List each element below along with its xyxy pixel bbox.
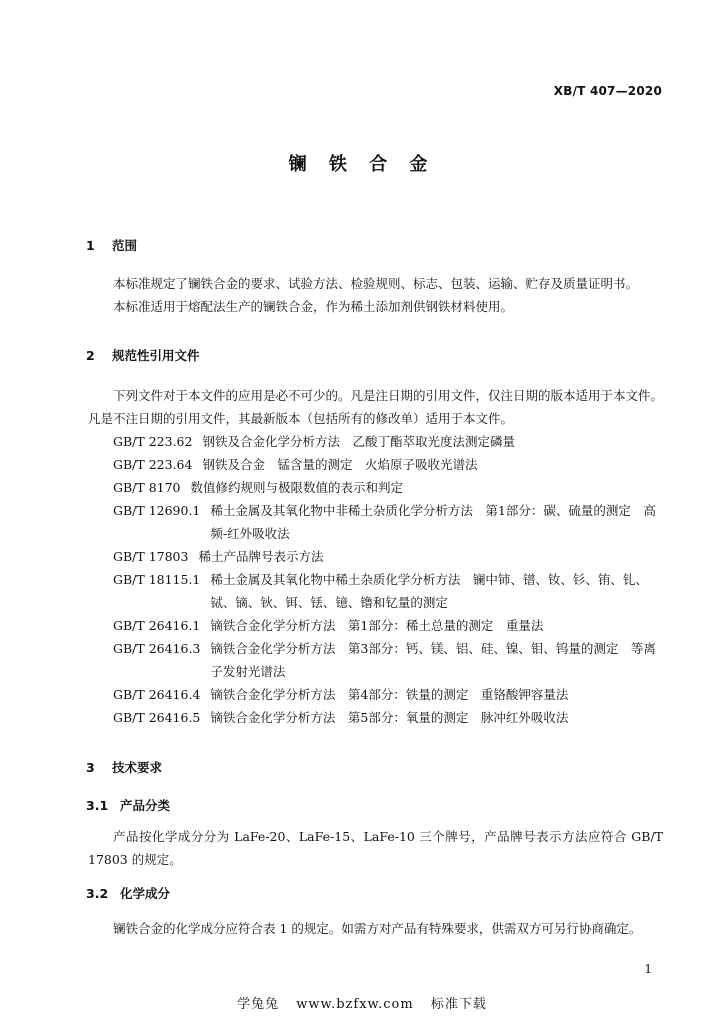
- section-title: 范围: [112, 238, 138, 253]
- reference-title: 钢铁及合金化学分析方法 乙酸丁酯萃取光度法测定磷量: [202, 434, 515, 449]
- reference-item: [88, 430, 668, 453]
- reference-code: GB/T 12690.1: [113, 503, 201, 518]
- section-3-1-heading: [86, 796, 170, 814]
- section-number: 3.2: [86, 886, 109, 901]
- reference-item: [88, 568, 668, 614]
- reference-title: 镝铁合金化学分析方法 第4部分：铁量的测定 重铬酸钾容量法: [210, 687, 569, 702]
- reference-title: 镝铁合金化学分析方法 第1部分：稀土总量的测定 重量法: [210, 618, 544, 633]
- document-title: 镧 铁 合 金: [288, 154, 436, 175]
- section-1-heading: [86, 236, 137, 254]
- section-2-heading: [86, 346, 200, 364]
- reference-code: GB/T 26416.4: [113, 687, 201, 702]
- reference-code: GB/T 17803: [113, 549, 189, 564]
- section-1-para-1: 本标准规定了镧铁合金的要求、试验方法、检验规则、标志、包装、运输、贮存及质量证明书。: [113, 276, 639, 291]
- reference-code: GB/T 26416.3: [113, 641, 201, 656]
- reference-code: GB/T 18115.1: [113, 572, 201, 587]
- section-3-2-heading: [86, 884, 170, 902]
- section-2-intro: 下列文件对于本文件的应用是必不可少的。凡是注日期的引用文件，仅注日期的版本适用于本文件。凡是不注日期的引用文件，其最新版本（包括所有的修改单）适用于本文件。: [88, 388, 664, 426]
- reference-title: 钢铁及合金 锰含量的测定 火焰原子吸收光谱法: [202, 457, 478, 472]
- reference-item: [88, 476, 668, 499]
- reference-item: [88, 614, 668, 637]
- reference-title: 镝铁合金化学分析方法 第5部分：氧量的测定 脉冲红外吸收法: [210, 710, 569, 725]
- reference-item: [88, 453, 668, 476]
- section-title: 技术要求: [112, 760, 163, 775]
- section-1-para-2: 本标准适用于熔配法生产的镧铁合金，作为稀土添加剂供钢铁材料使用。: [113, 299, 514, 314]
- footer-url[interactable]: www.bzfxw.com: [296, 997, 414, 1012]
- reference-code: GB/T 8170: [113, 480, 181, 495]
- section-3-1-para: 产品按化学成分分为 LaFe-20、LaFe-15、LaFe-10 三个牌号，产品牌号表示方法应符合 GB/T 17803 的规定。: [88, 829, 663, 867]
- reference-item: [88, 545, 668, 568]
- standard-code: XB/T 407—2020: [553, 84, 662, 98]
- reference-code: GB/T 26416.1: [113, 618, 201, 633]
- reference-code: GB/T 223.62: [113, 434, 193, 449]
- section-3-heading: [86, 758, 162, 776]
- reference-item: [88, 637, 668, 683]
- reference-title: 稀土金属及其氧化物中稀土杂质化学分析方法 镧中铈、镨、钕、钐、铕、钆、铽、镝、钬、铒、铥、镱、镥和钇量的测定: [210, 572, 648, 610]
- reference-code: GB/T 26416.5: [113, 710, 201, 725]
- footer-site-name: 学兔兔: [237, 997, 280, 1012]
- reference-title: 稀土产品牌号表示方法: [198, 549, 324, 564]
- reference-title: 镝铁合金化学分析方法 第3部分：钙、镁、铝、硅、镍、钼、钨量的测定 等离子发射光谱法: [210, 641, 656, 679]
- reference-item: [88, 683, 668, 706]
- section-number: 2: [86, 348, 95, 363]
- reference-title: 稀土金属及其氧化物中非稀土杂质化学分析方法 第1部分：碳、硫量的测定 高频-红外吸收法: [210, 503, 656, 541]
- normative-references-list: [88, 430, 668, 729]
- page-number: 1: [644, 962, 652, 976]
- section-title: 产品分类: [120, 798, 171, 813]
- reference-code: GB/T 223.64: [113, 457, 193, 472]
- section-number: 3: [86, 760, 95, 775]
- section-3-2-para: 镧铁合金的化学成分应符合表 1 的规定。如需方对产品有特殊要求，供需双方可另行协商确定。: [113, 921, 642, 936]
- watermark-footer: [0, 993, 724, 1012]
- reference-item: [88, 706, 668, 729]
- reference-item: [88, 499, 668, 545]
- footer-tagline: 标准下载: [430, 997, 487, 1012]
- section-title: 化学成分: [120, 886, 171, 901]
- section-title: 规范性引用文件: [112, 348, 200, 363]
- section-number: 3.1: [86, 798, 109, 813]
- reference-title: 数值修约规则与极限数值的表示和判定: [190, 480, 404, 495]
- section-number: 1: [86, 238, 95, 253]
